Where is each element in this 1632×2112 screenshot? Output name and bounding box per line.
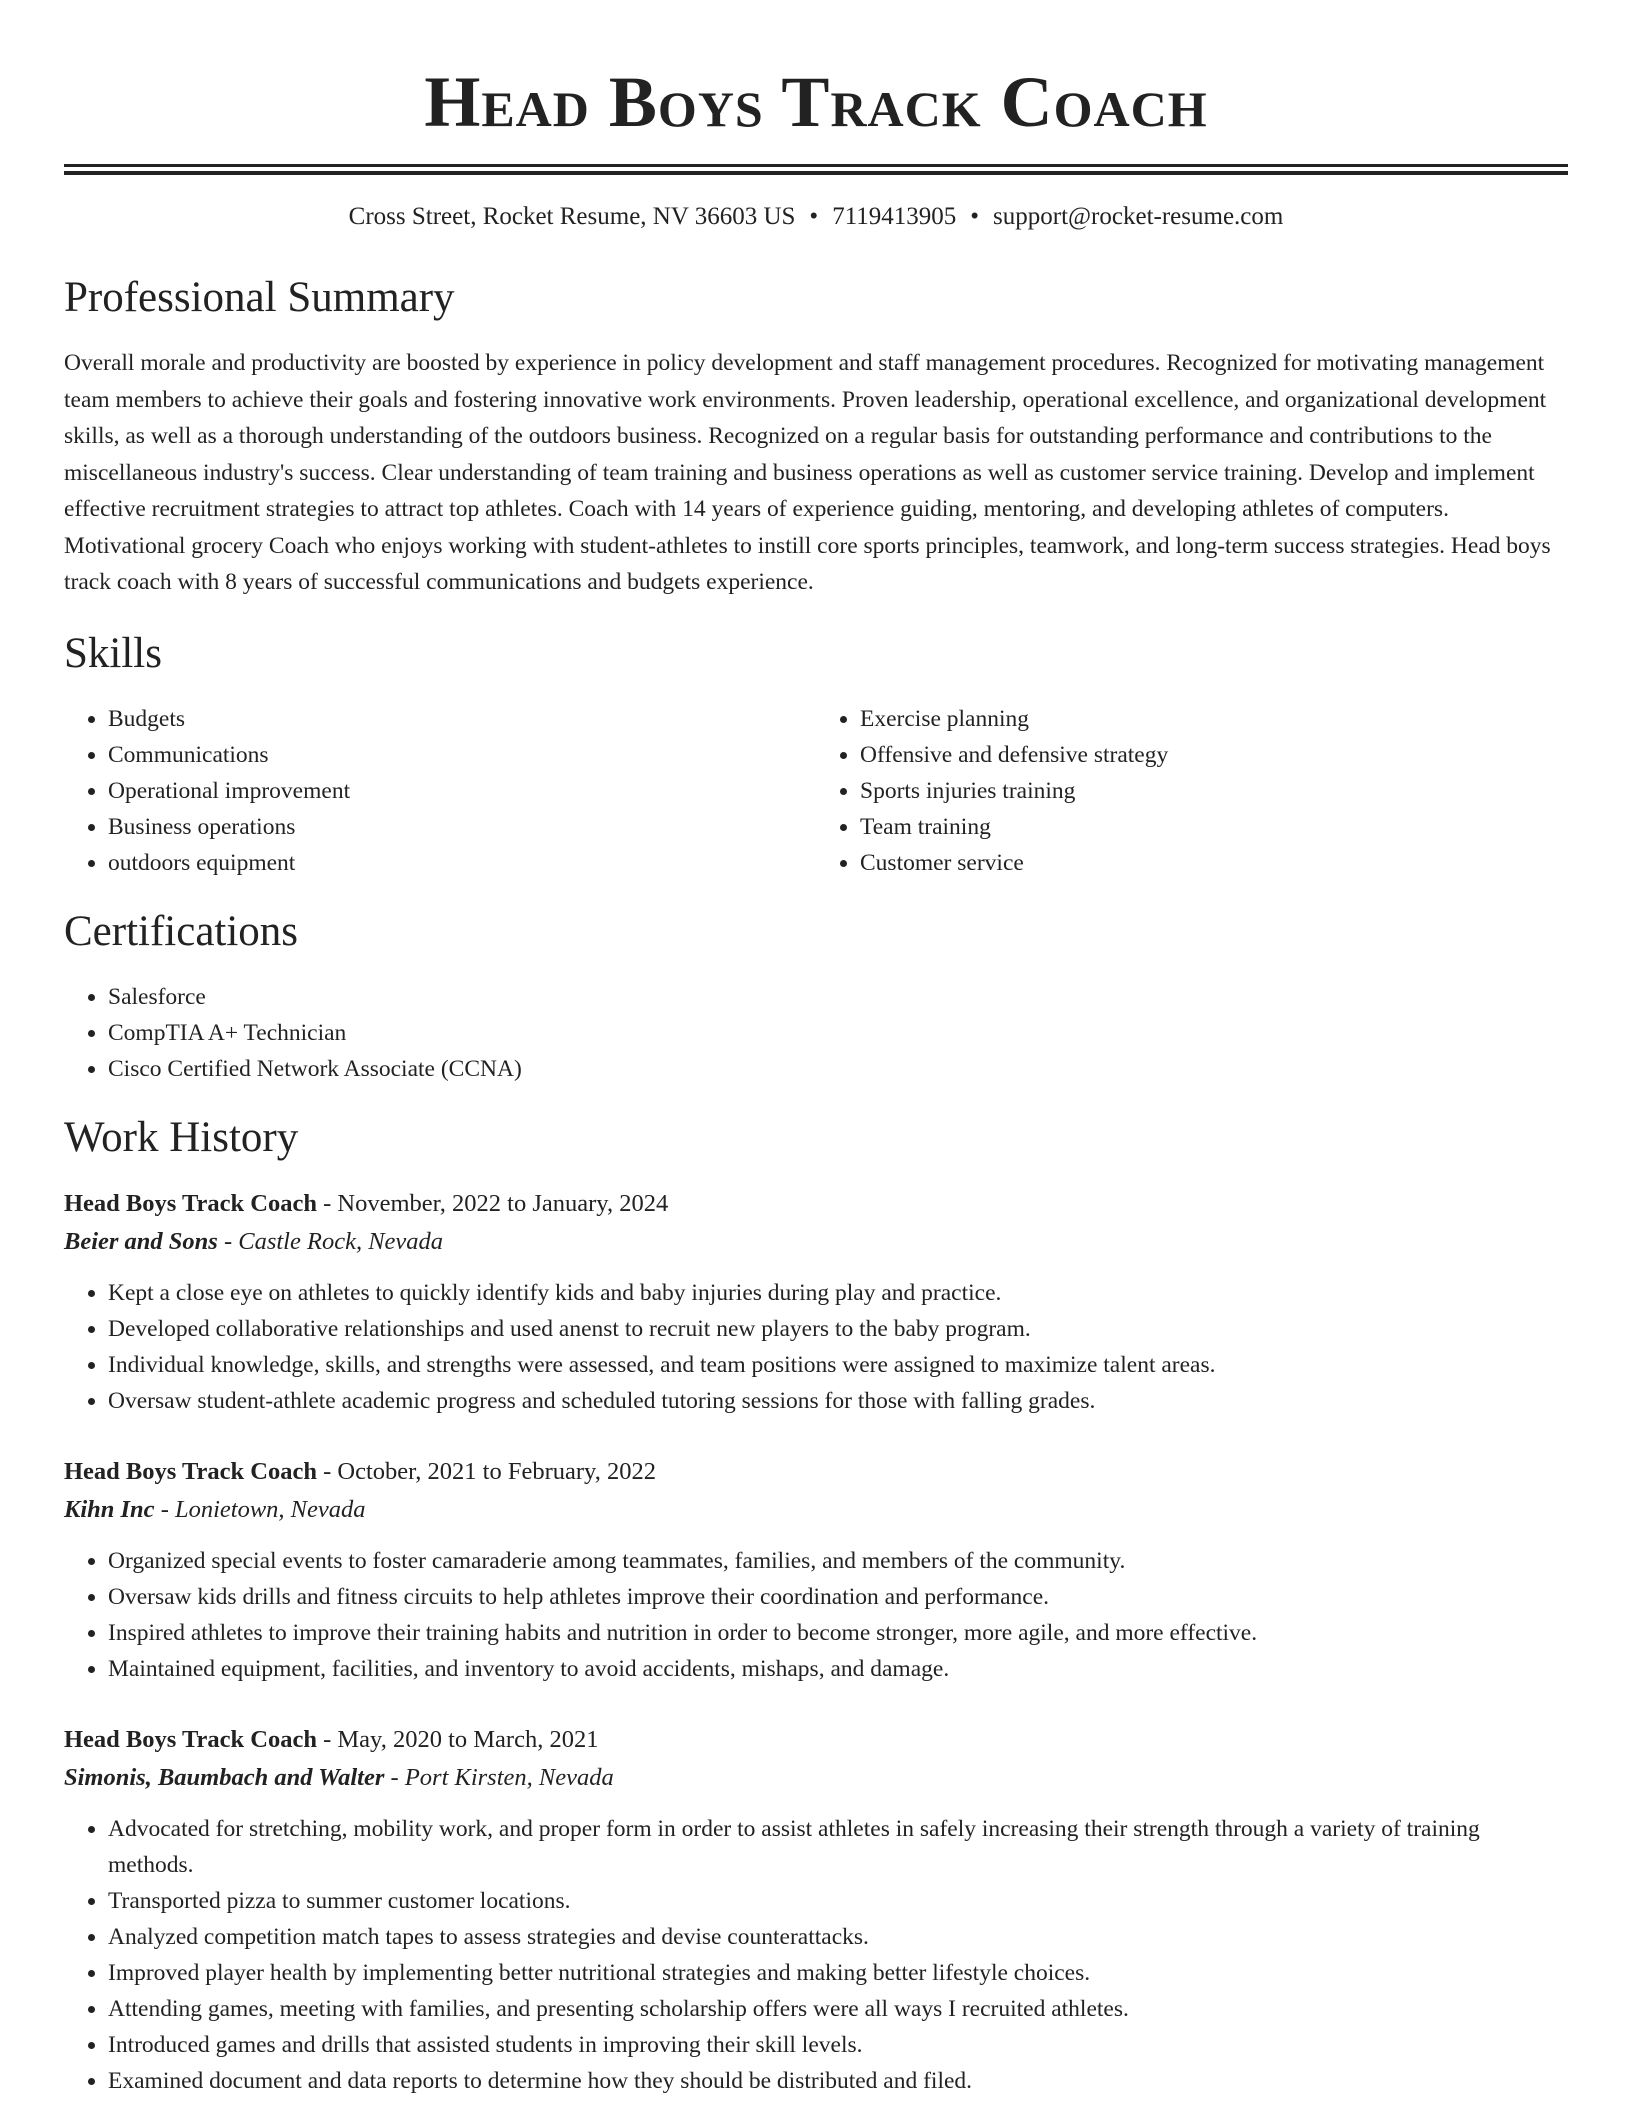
job-bullet: • Developed collaborative relationships and used anenst to recruit new players to the baby program. bbox=[108, 1311, 1568, 1347]
job-location: - Lonietown, Nevada bbox=[154, 1495, 366, 1523]
skill-item: • Business operations bbox=[108, 809, 816, 845]
summary-text: Overall morale and productivity are boosted by experience in policy development and staff management procedures. Recognized for motivating management team members to achieve their goals and fostering innovative work environments. Proven leadership, operational excellence, and organizational development skills, as well as a thorough understanding of the outdoors business. Recognized on a regular basis for outstanding performance and contributions to the miscellaneous industry's success. Clear understanding of team training and business operations as well as customer service training. Develop and implement effective recruitment strategies to attract top athletes. Coach with 14 years of experience guiding, mentoring, and developing athletes of computers. Motivational grocery Coach who enjoys working with student-athletes to instill core sports principles, teamwork, and long-term success strategies. Head boys track coach with 8 years of successful communications and budgets experience. bbox=[64, 350, 1551, 595]
job-location: - Castle Rock, Nevada bbox=[217, 1227, 444, 1255]
job-bullet: • Maintained equipment, facilities, and inventory to avoid accidents, mishaps, and damage. bbox=[108, 1651, 1568, 1687]
job-dates: - November, 2022 to January, 2024 bbox=[316, 1189, 669, 1217]
certification-item: • Cisco Certified Network Associate (CCNA) bbox=[108, 1051, 1568, 1087]
job-dates: - May, 2020 to March, 2021 bbox=[316, 1725, 599, 1753]
skills-list-right bbox=[816, 701, 1568, 881]
resume-title: Head Boys Track Coach bbox=[424, 62, 1208, 142]
contact-email: support@rocket-resume.com bbox=[993, 203, 1284, 230]
job-entry bbox=[64, 1721, 1568, 2099]
job-bullet: • Inspired athletes to improve their training habits and nutrition in order to become stronger, more agile, and more effective. bbox=[108, 1615, 1568, 1651]
job-company-line bbox=[64, 1759, 1568, 1797]
skill-item: • Communications bbox=[108, 737, 816, 773]
section-heading-summary: Professional Summary bbox=[64, 274, 455, 321]
section-heading-certifications: Certifications bbox=[64, 907, 299, 955]
job-location: - Port Kirsten, Nevada bbox=[384, 1763, 614, 1791]
job-role: Head Boys Track Coach bbox=[64, 1189, 317, 1217]
contact-phone: 7119413905 bbox=[832, 203, 957, 230]
skills-columns bbox=[64, 701, 1568, 881]
skill-item: • Customer service bbox=[860, 845, 1568, 881]
certifications-list bbox=[64, 979, 1568, 1087]
contact-line bbox=[64, 201, 1568, 233]
job-bullet: • Oversaw student-athlete academic progress and scheduled tutoring sessions for those with falling grades. bbox=[108, 1383, 1568, 1419]
section-heading-work-history: Work History bbox=[64, 1113, 299, 1161]
job-bullets bbox=[64, 1543, 1568, 1687]
contact-address: Cross Street, Rocket Resume, NV 36603 US bbox=[348, 203, 796, 230]
skill-item: • Budgets bbox=[108, 701, 816, 737]
job-entry bbox=[64, 1185, 1568, 1419]
skill-item: • Sports injuries training bbox=[860, 773, 1568, 809]
job-dates: - October, 2021 to February, 2022 bbox=[316, 1457, 656, 1485]
job-company: Simonis, Baumbach and Walter bbox=[64, 1763, 385, 1791]
certifications-section bbox=[64, 907, 1568, 1087]
job-bullet: • Individual knowledge, skills, and strengths were assessed, and team positions were assigned to maximize talent areas. bbox=[108, 1347, 1568, 1383]
job-bullet: • Analyzed competition match tapes to assess strategies and devise counterattacks. bbox=[108, 1919, 1568, 1955]
job-bullets bbox=[64, 1275, 1568, 1419]
job-company-line bbox=[64, 1491, 1568, 1529]
section-heading-skills: Skills bbox=[64, 629, 162, 677]
job-bullet: • Organized special events to foster camaraderie among teammates, families, and members of the community. bbox=[108, 1543, 1568, 1579]
job-company-line bbox=[64, 1223, 1568, 1261]
job-company: Kihn Inc bbox=[64, 1495, 155, 1523]
skills-section bbox=[64, 629, 1568, 881]
skill-item: • Offensive and defensive strategy bbox=[860, 737, 1568, 773]
job-title-line bbox=[64, 1721, 1568, 1759]
job-bullet: • Kept a close eye on athletes to quickly identify kids and baby injuries during play and practice. bbox=[108, 1275, 1568, 1311]
job-bullet: • Examined document and data reports to determine how they should be distributed and filed. bbox=[108, 2063, 1568, 2099]
job-title-line bbox=[64, 1453, 1568, 1491]
summary-section bbox=[64, 273, 1568, 601]
skills-list-left bbox=[64, 701, 816, 881]
job-bullet: • Advocated for stretching, mobility work, and proper form in order to assist athletes in safely increasing their strength through a variety of training methods. bbox=[108, 1811, 1568, 1883]
certification-item: • Salesforce bbox=[108, 979, 1568, 1015]
contact-separator: • bbox=[970, 203, 980, 230]
job-bullets bbox=[64, 1811, 1568, 2099]
title-divider bbox=[64, 164, 1568, 175]
skill-item: • Exercise planning bbox=[860, 701, 1568, 737]
job-role: Head Boys Track Coach bbox=[64, 1457, 317, 1485]
job-entry bbox=[64, 1453, 1568, 1687]
contact-separator: • bbox=[809, 203, 819, 230]
job-bullet: • Transported pizza to summer customer locations. bbox=[108, 1883, 1568, 1919]
resume-page bbox=[64, 0, 1568, 2099]
certification-item: • CompTIA A+ Technician bbox=[108, 1015, 1568, 1051]
job-role: Head Boys Track Coach bbox=[64, 1725, 317, 1753]
job-bullet: • Introduced games and drills that assisted students in improving their skill levels. bbox=[108, 2027, 1568, 2063]
work-history-section bbox=[64, 1113, 1568, 2099]
job-bullet: • Improved player health by implementing better nutritional strategies and making better lifestyle choices. bbox=[108, 1955, 1568, 1991]
job-title-line bbox=[64, 1185, 1568, 1223]
job-bullet: • Oversaw kids drills and fitness circuits to help athletes improve their coordination and performance. bbox=[108, 1579, 1568, 1615]
skill-item: • outdoors equipment bbox=[108, 845, 816, 881]
job-company: Beier and Sons bbox=[64, 1227, 218, 1255]
job-bullet: • Attending games, meeting with families, and presenting scholarship offers were all ways I recruited athletes. bbox=[108, 1991, 1568, 2027]
skill-item: • Team training bbox=[860, 809, 1568, 845]
skill-item: • Operational improvement bbox=[108, 773, 816, 809]
